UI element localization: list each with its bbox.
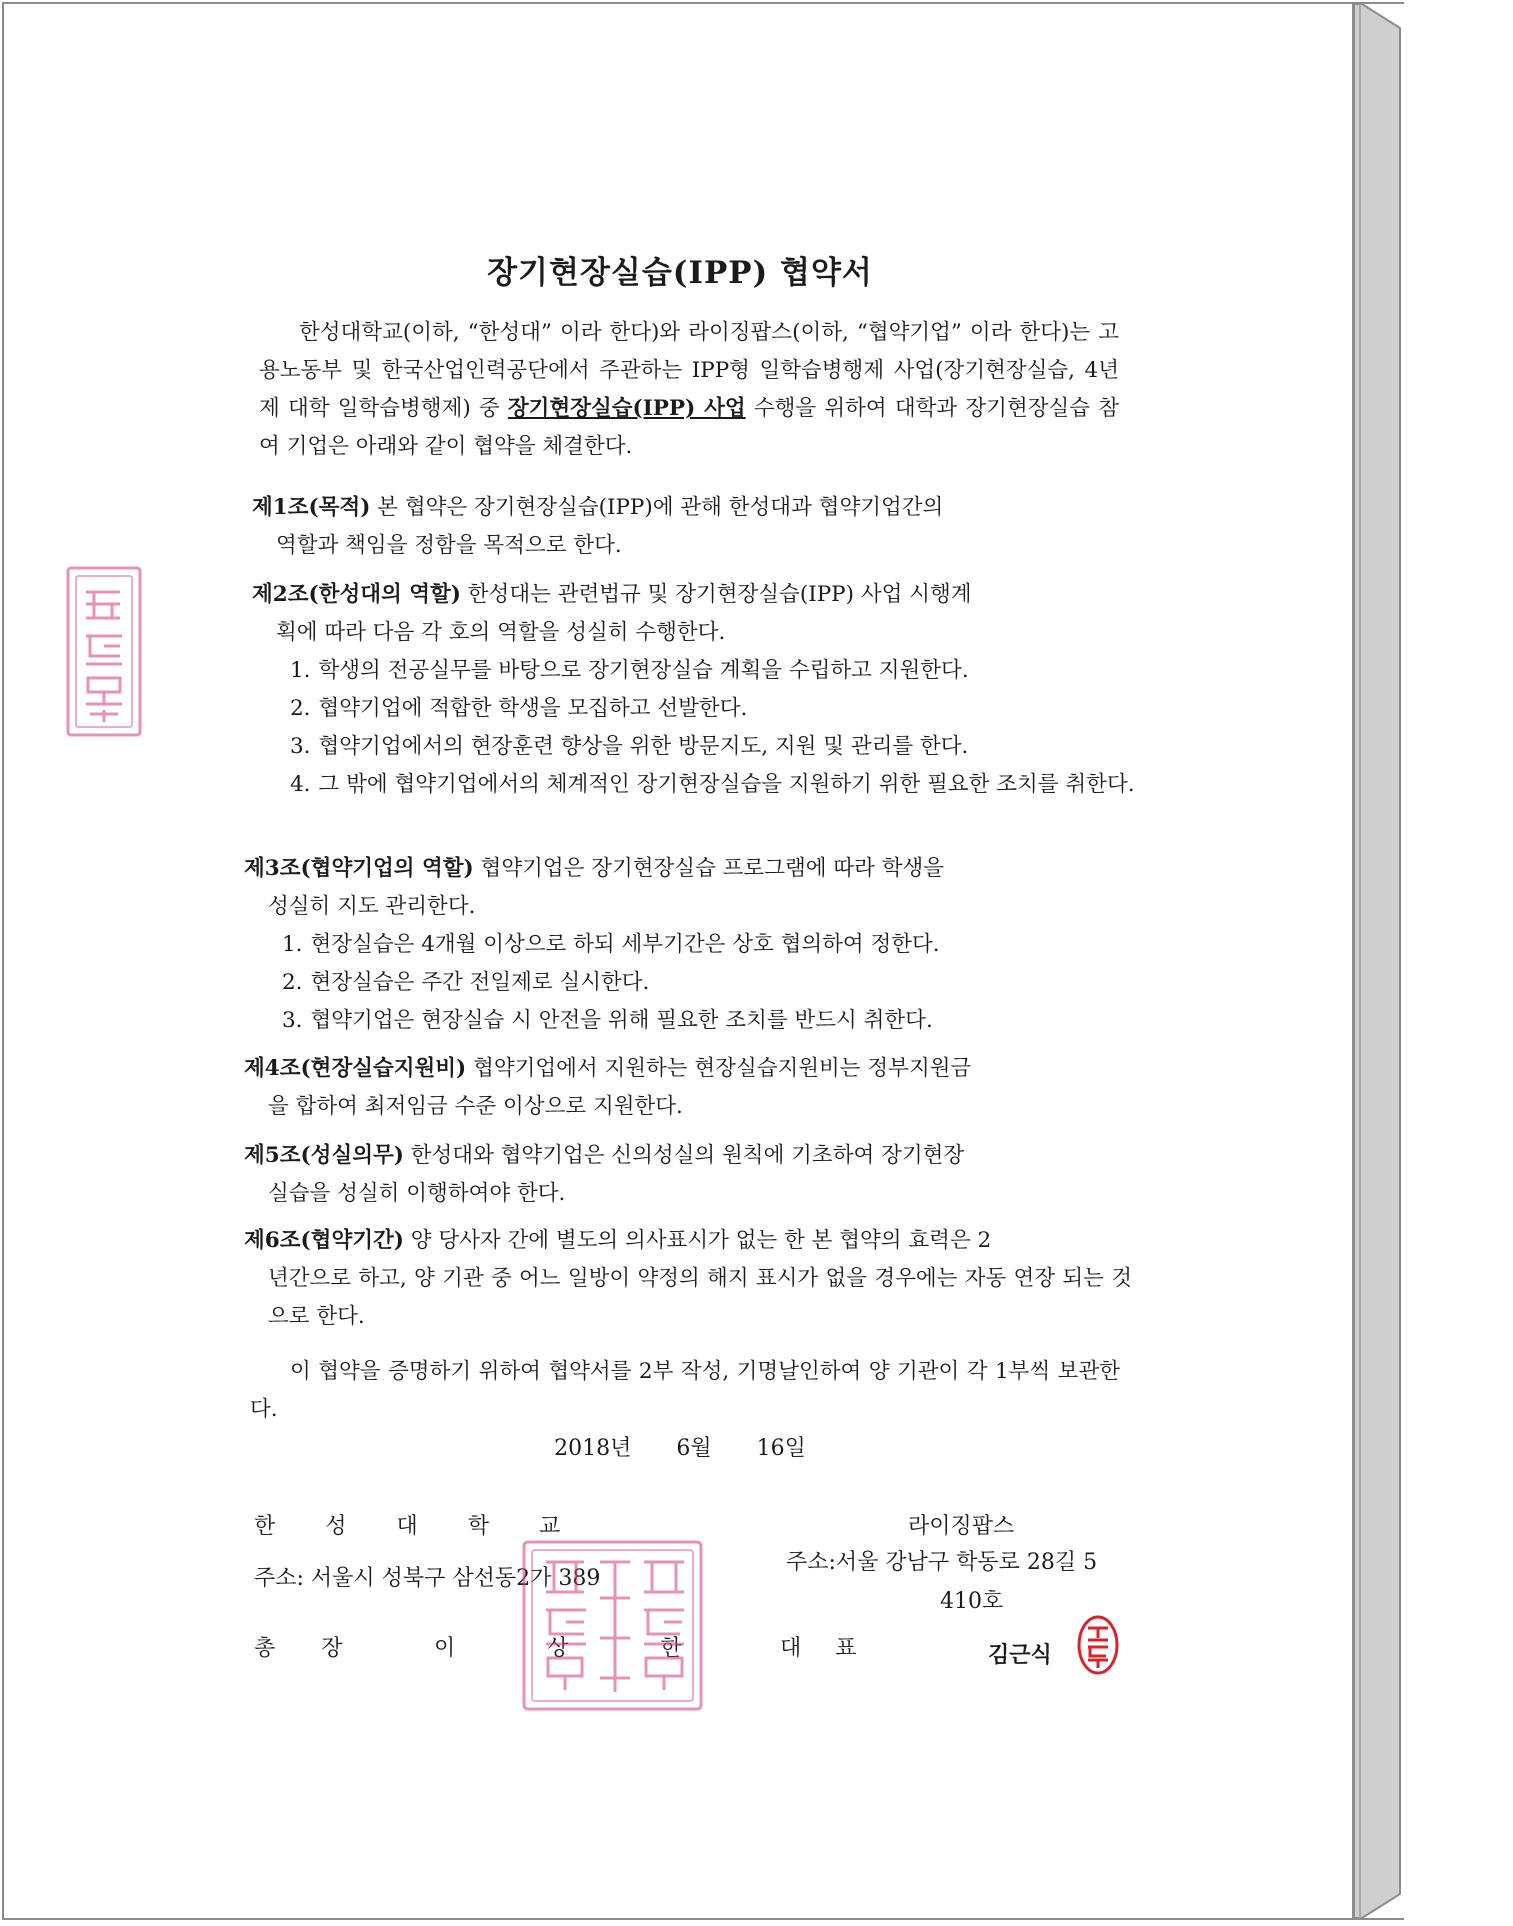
article-title: 제4조(현장실습지원비) (244, 1056, 467, 1081)
president-label: 총장 (254, 1636, 389, 1661)
page-stack-edge (1354, 2, 1404, 1920)
article-text-cont: 획에 따라 다음 각 호의 역할을 성실히 수행한다. (276, 620, 726, 645)
article-title: 제3조(협약기업의 역할) (244, 856, 474, 881)
article-items (252, 652, 1140, 804)
article-text: 한성대와 협약기업은 신의성실의 원칙에 기초하여 장기현장 (403, 1143, 965, 1168)
article-title: 제2조(한성대의 역할) (252, 582, 461, 607)
document-title: 장기현장실습(IPP) 협약서 (487, 255, 873, 291)
intro-highlight: 장기현장실습(IPP) 사업 (507, 396, 746, 421)
article-text: 본 협약은 장기현장실습(IPP)에 관해 한성대과 협약기업간의 (370, 495, 944, 520)
round-seal-icon (1076, 1614, 1120, 1676)
article-text: 협약기업에서 지원하는 현장실습지원비는 정부지원금 (466, 1056, 972, 1081)
document-page (2, 2, 1354, 1920)
representative-name: 김근식 (988, 1643, 1052, 1668)
article-text-cont: 성실히 지도 관리한다. (268, 894, 476, 919)
representative-seal-graphic (1076, 1614, 1120, 1676)
article-4 (244, 1050, 1132, 1126)
president-name: 이상한 (434, 1636, 774, 1661)
representative-label: 대표 (780, 1636, 891, 1661)
list-item: 2. 협약기업에 적합한 학생을 모집하고 선발한다. (290, 696, 748, 721)
article-title: 제5조(성실의무) (244, 1143, 404, 1168)
article-2 (252, 576, 1140, 804)
article-6 (244, 1222, 1132, 1336)
list-item: 1. 현장실습은 4개월 이상으로 하되 세부기간은 상호 협의하여 정한다. (282, 932, 940, 957)
article-text-cont: 실습을 성실히 이행하여야 한다. (268, 1181, 566, 1206)
half-seal-graphic (64, 564, 144, 739)
intro-text-after: 수행을 위하여 대학과 장기현장실습 참여 기업은 아래와 같이 협약을 체결한다. (259, 396, 1119, 459)
article-items (244, 926, 1132, 1040)
closing-paragraph: 이 협약을 증명하기 위하여 협약서를 2부 작성, 기명날인하여 양 기관이 각 1부씩 보관한다. (250, 1359, 1120, 1422)
article-1 (252, 489, 1140, 565)
intro-text-before: 한성대학교(이하, “한성대” 이라 한다)와 라이징팝스(이하, “협약기업” 이라 한다)는 고용노동부 및 한국산업인력공단에서 주관하는 IPP형 일학습병행제 사업(장기현장실습, 4년제 대학 일학습병행제) 중 (259, 320, 1119, 421)
list-item: 3. 협약기업에서의 현장훈련 향상을 위한 방문지도, 지원 및 관리를 한다. (290, 734, 969, 759)
half-seal-icon (64, 564, 144, 739)
list-item: 4. 그 밖에 협약기업에서의 체계적인 장기현장실습을 지원하기 위한 필요한 조치를 취한다. (290, 772, 1135, 797)
university-address: 주소: 서울시 성북구 삼선동2가 389 (254, 1566, 601, 1591)
company-name: 라이징팝스 (908, 1514, 1015, 1539)
intro-paragraph (259, 314, 1119, 466)
article-text-cont: 을 합하여 최저임금 수준 이상으로 지원한다. (268, 1094, 683, 1119)
company-address-line2: 410호 (940, 1589, 1004, 1614)
university-seal-graphic (520, 1538, 705, 1713)
agreement-date: 2018년 6월 16일 (554, 1436, 806, 1461)
article-title: 제6조(협약기간) (244, 1228, 404, 1253)
article-text-cont: 년간으로 하고, 양 기관 중 어느 일방이 약정의 해지 표시가 없을 경우에는 자동 연장 되는 것으로 한다. (268, 1266, 1132, 1329)
list-item: 1. 학생의 전공실무를 바탕으로 장기현장실습 계획을 수립하고 지원한다. (290, 658, 969, 683)
article-text: 협약기업은 장기현장실습 프로그램에 따라 학생을 (473, 856, 945, 881)
company-address-line1: 주소:서울 강남구 학동로 28길 5 (786, 1550, 1098, 1575)
article-5 (244, 1137, 1132, 1213)
article-text-cont: 역할과 책임을 정함을 목적으로 한다. (276, 533, 622, 558)
list-item: 2. 현장실습은 주간 전일제로 실시한다. (282, 970, 650, 995)
article-title: 제1조(목적) (252, 495, 371, 520)
square-seal-icon (520, 1538, 705, 1713)
list-item: 3. 협약기업은 현장실습 시 안전을 위해 필요한 조치를 반드시 취한다. (282, 1008, 933, 1033)
page-edge-graphic (1354, 4, 1404, 1918)
article-text: 한성대는 관련법규 및 장기현장실습(IPP) 사업 시행계 (460, 582, 972, 607)
article-text: 양 당사자 간에 별도의 의사표시가 없는 한 본 협약의 효력은 2 (403, 1228, 992, 1253)
university-name: 한성대학교 (254, 1514, 611, 1539)
article-3 (244, 850, 1132, 1040)
